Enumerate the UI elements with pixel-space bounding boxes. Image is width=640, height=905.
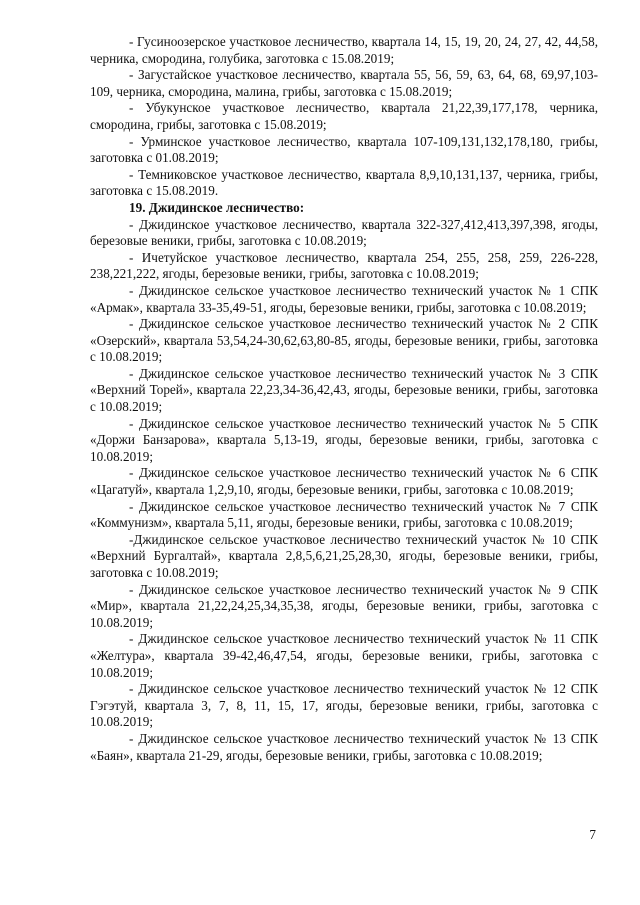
- paragraph: -Джидинское сельское участковое лесничество технический участок № 10 СПК «Верхний Бургалтай», квартала 2,8,5,6,21,25,28,30, ягоды, березовые веники, грибы, заготовка с 10.08.2019;: [90, 531, 598, 580]
- paragraph: - Джидинское сельское участковое лесничество технический участок № 7 СПК «Коммунизм», квартала 5,11, ягоды, березовые веники, грибы, заготовка с 10.08.2019;: [90, 498, 598, 531]
- paragraph: - Джидинское сельское участковое лесничество технический участок № 1 СПК «Армак», квартала 33-35,49-51, ягоды, березовые веники, грибы, заготовка с 10.08.2019;: [90, 282, 598, 315]
- paragraph: - Джидинское сельское участковое лесничество технический участок № 12 СПК Гэгэтуй, квартала 3, 7, 8, 11, 15, 17, ягоды, березовые веники, грибы, заготовка с 10.08.2019;: [90, 681, 598, 730]
- paragraph: - Загустайское участковое лесничество, квартала 55, 56, 59, 63, 64, 68, 69,97,103-109, черника, смородина, малина, грибы, заготовка с 15.08.2019;: [90, 67, 598, 99]
- paragraph: - Джидинское сельское участковое лесничество технический участок № 6 СПК «Цагатуй», квартала 1,2,9,10, ягоды, березовые веники, грибы, заготовка с 10.08.2019;: [90, 465, 598, 498]
- paragraph: - Джидинское участковое лесничество, квартала 322-327,412,413,397,398, ягоды, березовые веники, грибы, заготовка с 10.08.2019;: [90, 216, 598, 249]
- document-body: [90, 34, 598, 764]
- paragraph: - Темниковское участковое лесничество, квартала 8,9,10,131,137, черника, грибы, заготовка с 15.08.2019.: [90, 166, 598, 199]
- paragraph: - Джидинское сельское участковое лесничество технический участок № 3 СПК «Верхний Торей», квартала 22,23,34-36,42,43, ягоды, березовые веники, грибы, заготовка с 10.08.2019;: [90, 365, 598, 415]
- paragraph: - Гусиноозерское участковое лесничество, квартала 14, 15, 19, 20, 24, 27, 42, 44,58, черника, смородина, голубика, заготовка с 15.08.2019;: [90, 34, 598, 66]
- paragraph: - Ичетуйское участковое лесничество, квартала 254, 255, 258, 259, 226-228, 238,221,222, ягоды, березовые веники, грибы, заготовка с 10.08.2019;: [90, 249, 598, 282]
- paragraph: - Убукунское участковое лесничество, квартала 21,22,39,177,178, черника, смородина, грибы, заготовка с 15.08.2019;: [90, 100, 598, 132]
- section-heading: 19. Джидинское лесничество:: [129, 199, 305, 215]
- paragraph: - Урминское участковое лесничество, квартала 107-109,131,132,178,180, грибы, заготовка с 01.08.2019;: [90, 133, 598, 166]
- paragraph: - Джидинское сельское участковое лесничество технический участок № 13 СПК «Баян», квартала 21-29, ягоды, березовые веники, грибы, заготовка с 10.08.2019;: [90, 730, 598, 763]
- paragraph: - Джидинское сельское участковое лесничество технический участок № 9 СПК «Мир», квартала 21,22,24,25,34,35,38, ягоды, березовые веники, грибы, заготовка с 10.08.2019;: [90, 581, 598, 630]
- page-number: 7: [589, 827, 596, 842]
- paragraph: - Джидинское сельское участковое лесничество технический участок № 2 СПК «Озерский», квартала 53,54,24-30,62,63,80-85, ягоды, березовые веники, грибы, заготовка с 10.08.2019;: [90, 316, 598, 365]
- paragraph: - Джидинское сельское участковое лесничество технический участок № 5 СПК «Доржи Банзарова», квартала 5,13-19, ягоды, березовые веники, грибы, заготовка с 10.08.2019;: [90, 415, 598, 464]
- paragraph: - Джидинское сельское участковое лесничество технический участок № 11 СПК «Желтура», квартала 39-42,46,47,54, ягоды, березовые веники, грибы, заготовка с 10.08.2019;: [90, 631, 598, 680]
